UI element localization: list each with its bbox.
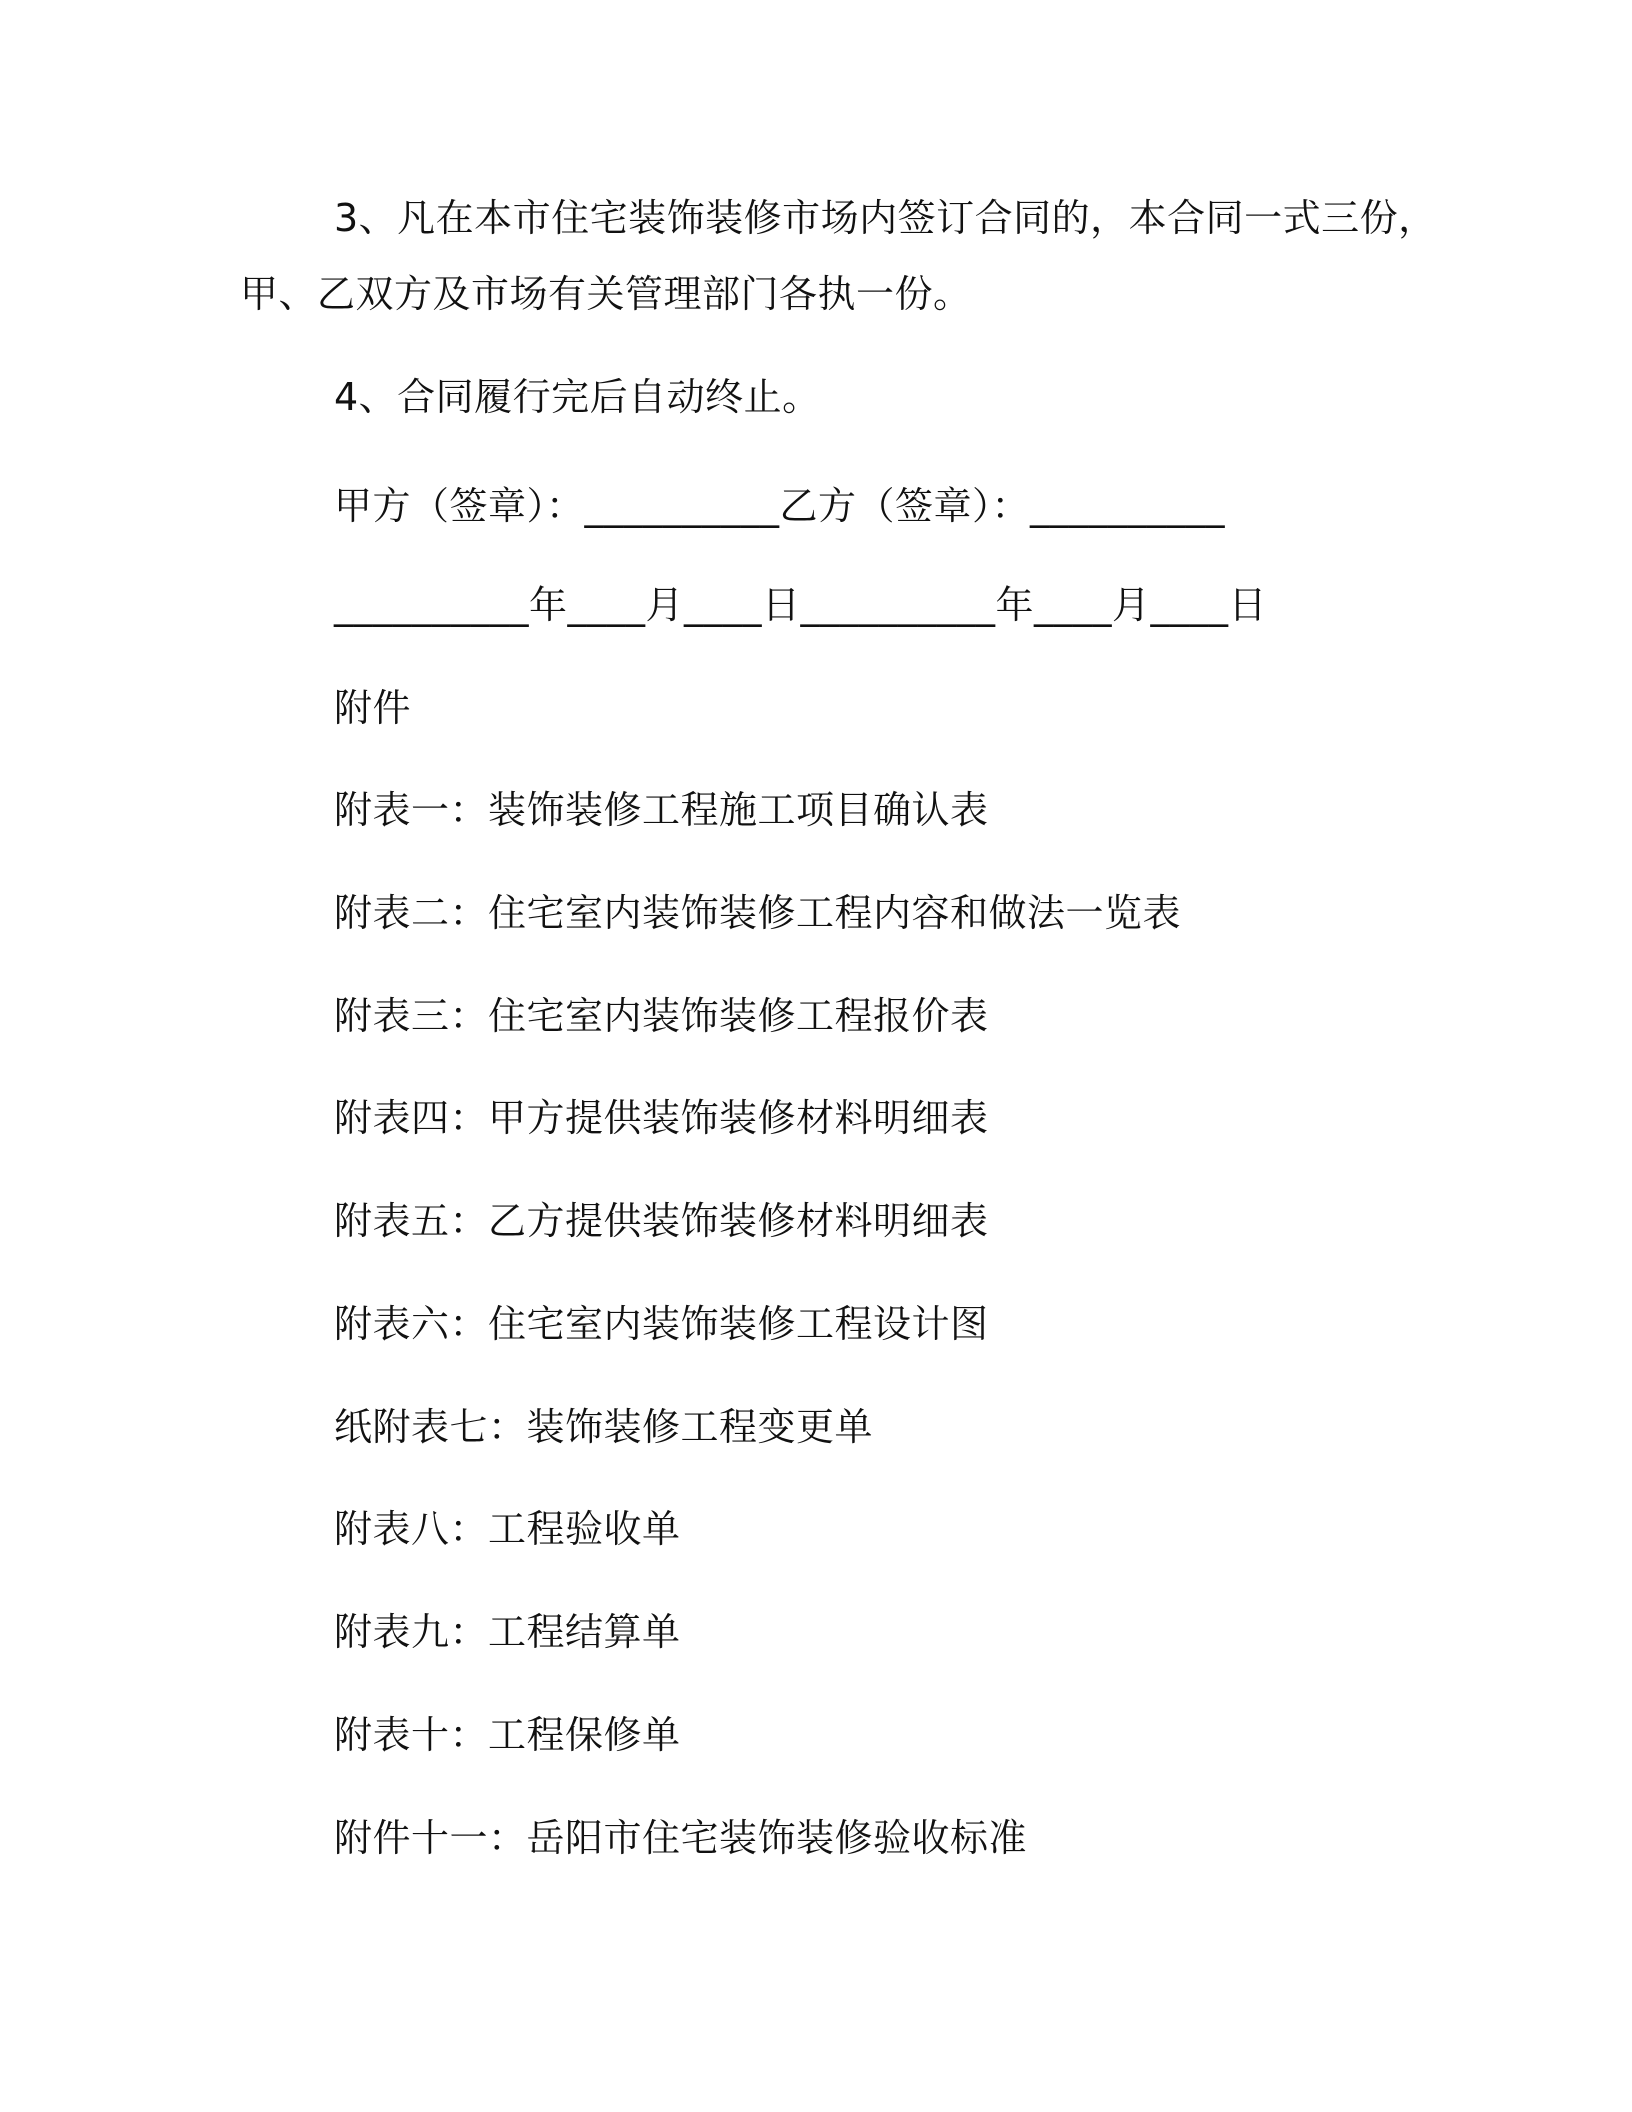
signature-date-line: __________年____月____日__________年____月____日 [334,583,1268,627]
attachment-item: 附表九：工程结算单 [334,1610,681,1654]
attachment-item: 附表四：甲方提供装饰装修材料明细表 [334,1096,989,1140]
attachment-item: 附表二：住宅室内装饰装修工程内容和做法一览表 [334,891,1182,935]
attachment-item: 附表三：住宅室内装饰装修工程报价表 [334,994,989,1038]
clause-4: 4、合同履行完后自动终止。 [334,375,821,419]
attachment-item: 附表五：乙方提供装饰装修材料明细表 [334,1199,989,1243]
attachment-item: 附表十：工程保修单 [334,1713,681,1757]
signature-line: 甲方（签章）：__________乙方（签章）：__________ [334,484,1226,528]
attachment-item: 纸附表七：装饰装修工程变更单 [334,1405,874,1449]
attachment-item: 附表一：装饰装修工程施工项目确认表 [334,788,989,832]
clause-3-line-2: 甲、乙双方及市场有关管理部门各执一份。 [240,272,972,316]
attachment-item: 附表六：住宅室内装饰装修工程设计图 [334,1302,989,1346]
attachment-item: 附件十一：岳阳市住宅装饰装修验收标准 [334,1816,1028,1860]
attachments-heading: 附件 [334,686,412,730]
attachment-item: 附表八：工程验收单 [334,1507,681,1551]
clause-3-line-1: 3、凡在本市住宅装饰装修市场内签订合同的，本合同一式三份， [334,196,1437,240]
